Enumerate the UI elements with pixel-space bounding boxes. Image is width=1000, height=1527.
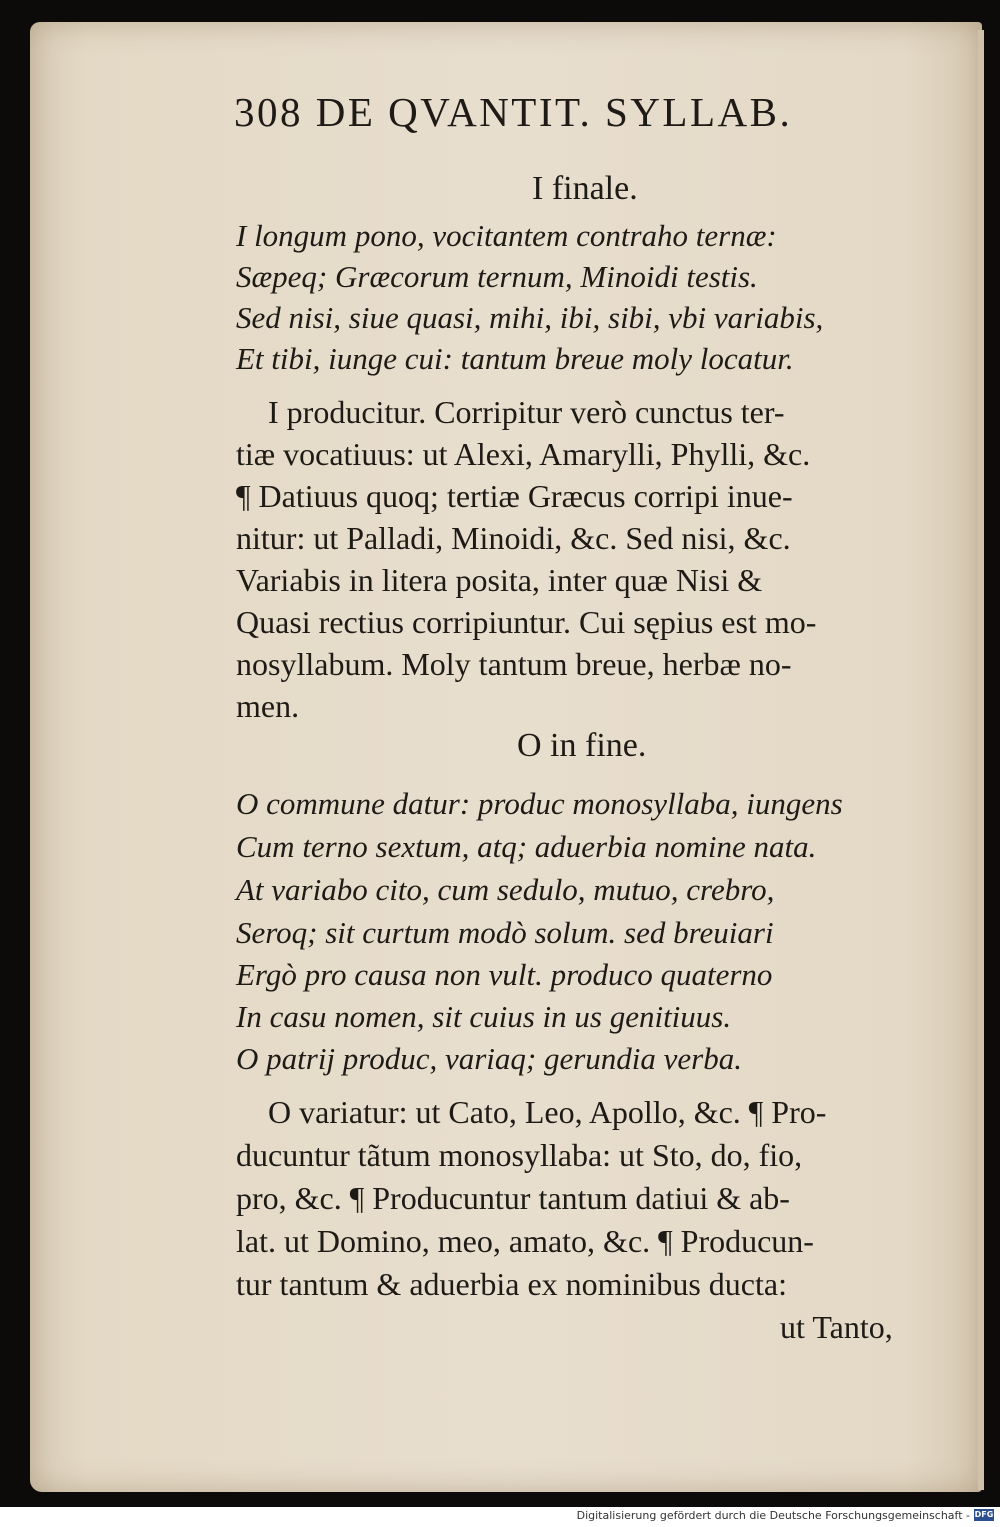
verse-line: In casu nomen, sit cuius in us genitiuus.: [236, 999, 732, 1034]
verse-line: At variabo cito, cum sedulo, mutuo, crebro,: [236, 872, 775, 907]
digitization-credit: Digitalisierung gefördert durch die Deutsche Forschungsgemeinschaft -: [576, 1509, 970, 1522]
prose-line: men.: [236, 688, 300, 724]
prose-line: tiæ vocatiuus: ut Alexi, Amarylli, Phylli, &c.: [236, 436, 811, 472]
verse-line: Sæpeq; Græcorum ternum, Minoidi testis.: [236, 259, 758, 294]
verse-line: Sed nisi, siue quasi, mihi, ibi, sibi, vbi variabis,: [236, 300, 824, 335]
prose-line: tur tantum & aduerbia ex nominibus ducta:: [236, 1266, 787, 1302]
section-heading-o-in-fine: O in fine.: [517, 727, 647, 764]
verse-line: Cum terno sextum, atq; aduerbia nomine nata.: [236, 829, 817, 864]
prose-line: nosyllabum. Moly tantum breue, herbæ no-: [236, 646, 792, 682]
verse-line: Ergò pro causa non vult. produco quaterno: [236, 957, 773, 992]
prose-line: O variatur: ut Cato, Leo, Apollo, &c. ¶ Pro-: [268, 1094, 827, 1130]
catchword: ut Tanto,: [780, 1309, 893, 1345]
prose-line: Quasi rectius corripiuntur. Cui sępius est mo-: [236, 604, 817, 640]
verse-line: Seroq; sit curtum modò solum. sed breuiari: [236, 915, 774, 950]
prose-line: Variabis in litera posita, inter quæ Nisi &: [236, 562, 763, 598]
verse-line: I longum pono, vocitantem contraho ternæ:: [236, 218, 777, 253]
verse-line: O patrij produc, variaq; gerundia verba.: [236, 1041, 742, 1076]
prose-line: ducuntur tãtum monosyllaba: ut Sto, do, fio,: [236, 1137, 803, 1173]
prose-line: I producitur. Corripitur verò cunctus ter-: [268, 394, 785, 430]
prose-line: nitur: ut Palladi, Minoidi, &c. Sed nisi, &c.: [236, 520, 791, 556]
page-edge: [978, 30, 984, 1490]
prose-line: ¶ Datiuus quoq; tertiæ Græcus corripi inue-: [236, 478, 793, 514]
prose-line: lat. ut Domino, meo, amato, &c. ¶ Producun-: [236, 1223, 814, 1259]
prose-line: pro, &c. ¶ Producuntur tantum datiui & ab-: [236, 1180, 790, 1216]
verse-line: O commune datur: produc monosyllaba, iungens: [236, 786, 843, 821]
running-head: 308 DE QVANTIT. SYLLAB.: [234, 89, 793, 135]
dfg-logo: DFG: [974, 1510, 994, 1519]
verse-line: Et tibi, iunge cui: tantum breue moly locatur.: [236, 341, 794, 376]
section-heading-i-finale: I finale.: [532, 170, 638, 207]
